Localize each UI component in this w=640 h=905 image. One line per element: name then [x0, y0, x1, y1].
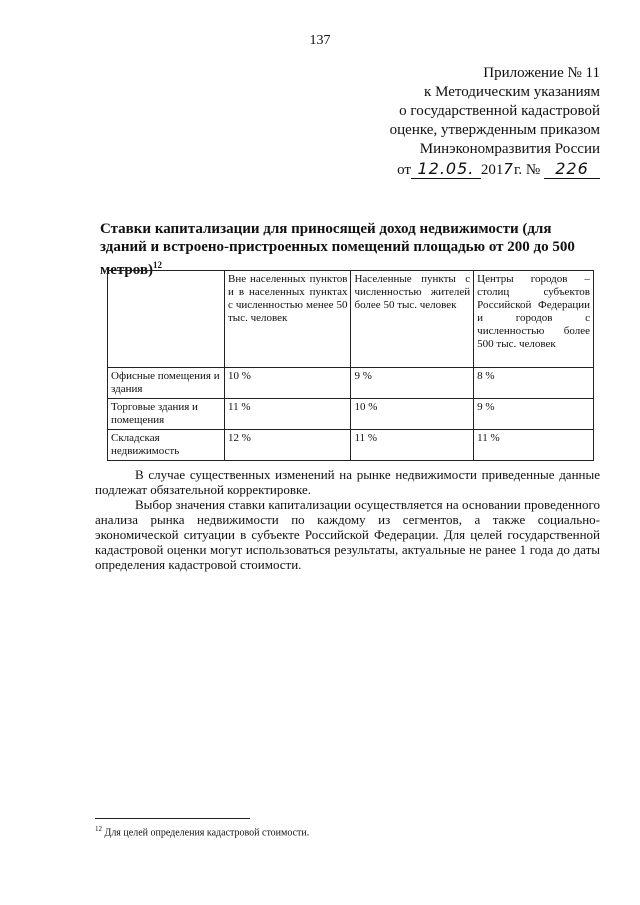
handwritten-date: 12.05. [411, 159, 481, 179]
table-cell: 10 % [351, 399, 474, 430]
handwritten-order-number: 226 [544, 159, 600, 179]
number-text: г. № [513, 162, 541, 178]
paragraph-rate-selection: Выбор значения ставки капитализации осуществляется на основании проведенного анализа рынка недвижимости по каждому из сегментов, а также социально-экономической ситуации в субъекте Российской Федерации. Для целей государственной кадастровой оценки могут использоваться результаты, актуальные не ранее 1 года до даты определения кадастровой стоимости. [95, 497, 600, 572]
table-row [108, 368, 594, 399]
table-header-cell [108, 271, 225, 368]
footnote-divider [95, 818, 250, 819]
order-date-line [320, 159, 600, 180]
capitalization-rates-table [107, 270, 594, 461]
table-cell: 9 % [474, 399, 594, 430]
table-cell: 9 % [351, 368, 474, 399]
year-text: 201 [480, 162, 504, 178]
paragraph-adjustment-note: В случае существенных изменений на рынке недвижимости приведенные данные подлежат обязательной корректировке. [95, 467, 600, 497]
table-header-cell: Вне населенных пунктов и в населенных пунктах с численностью менее 50 тыс. человек [225, 271, 351, 368]
table-cell: 11 % [474, 430, 594, 461]
table-cell: 12 % [225, 430, 351, 461]
table-header-row [108, 271, 594, 368]
appendix-header [320, 64, 600, 180]
footnote [95, 825, 595, 838]
appendix-line-5: Минэкономразвития России [419, 141, 600, 157]
footnote-ref: 12 [95, 825, 102, 833]
date-prefix: от [397, 162, 411, 178]
appendix-line-4: оценке, утвержденным приказом [389, 122, 600, 138]
footnote-text: Для целей определения кадастровой стоимости. [104, 827, 310, 839]
title-text: Ставки капитализации для приносящей доход недвижимости (для зданий и встроено-пристроенных помещений площадью от 200 до 500 метров) [100, 221, 575, 278]
table-cell: 11 % [351, 430, 474, 461]
table-cell: Складская недвижимость [108, 430, 225, 461]
table-cell: Торговые здания и помещения [108, 399, 225, 430]
table-row [108, 399, 594, 430]
table-cell: Офисные помещения и здания [108, 368, 225, 399]
table-cell: 11 % [225, 399, 351, 430]
table-cell: 10 % [225, 368, 351, 399]
table-header-cell: Центры городов – столиц субъектов Российской Федерации и городов с численностью более 500 тыс. человек [474, 271, 594, 368]
handwritten-year-digit: 7 [503, 160, 514, 178]
appendix-line-1: Приложение № 11 [483, 65, 600, 81]
table-cell: 8 % [474, 368, 594, 399]
appendix-line-3: о государственной кадастровой [399, 103, 600, 119]
title-footnote-ref: 12 [153, 260, 162, 270]
page-number: 137 [309, 33, 331, 48]
table-row [108, 430, 594, 461]
table-header-cell: Населенные пункты с численностью жителей более 50 тыс. человек [351, 271, 474, 368]
appendix-line-2: к Методическим указаниям [424, 84, 600, 100]
